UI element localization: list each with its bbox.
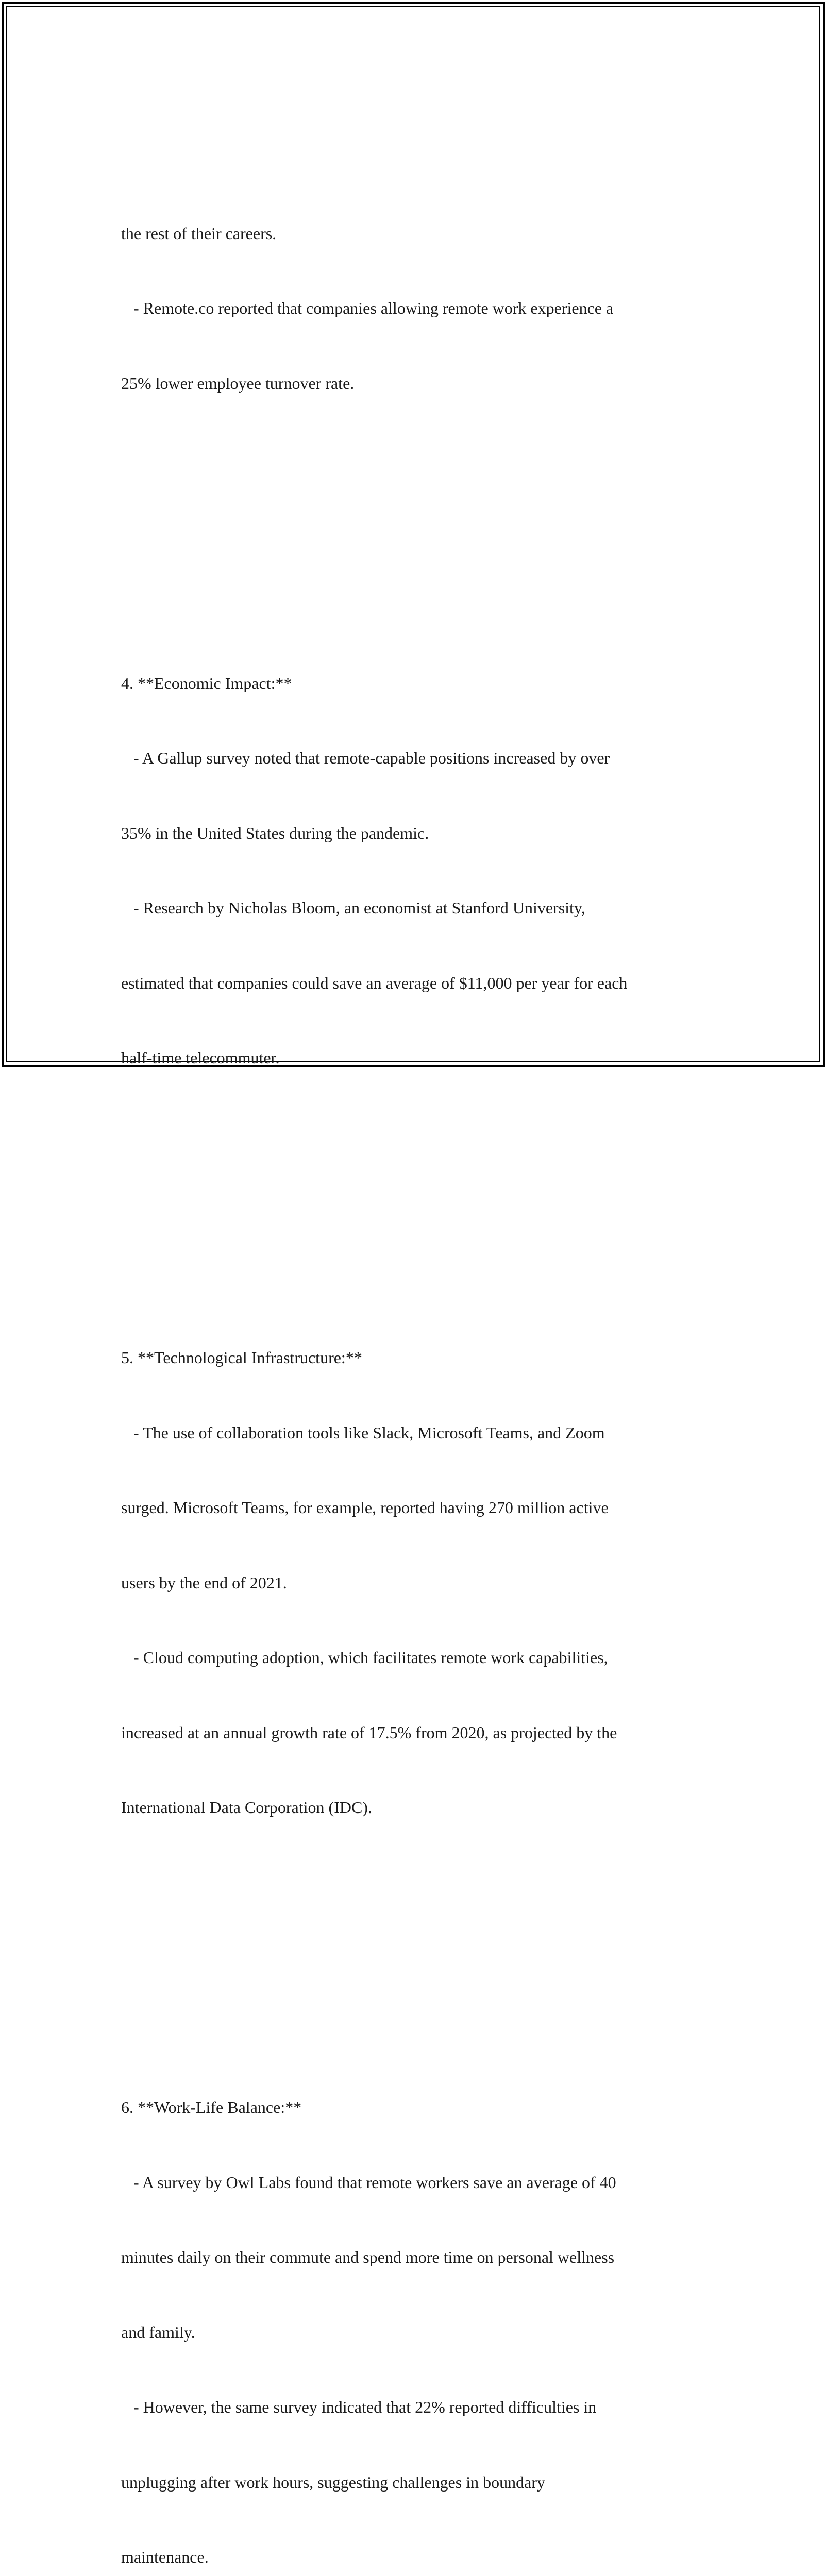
- section-economic-impact: [121, 621, 714, 1121]
- text-line: - A Gallup survey noted that remote-capable positions increased by over: [121, 749, 610, 767]
- text-line: 35% in the United States during the pandemic.: [121, 823, 429, 842]
- text-line: half-time telecommuter.: [121, 1048, 280, 1067]
- text-line: unplugging after work hours, suggesting challenges in boundary: [121, 2472, 545, 2492]
- text-line: - Remote.co reported that companies allowing remote work experience a: [121, 299, 614, 317]
- section-work-life-balance: [121, 2045, 714, 2576]
- paragraph-gap: [121, 496, 714, 521]
- paragraph-continuation: [121, 171, 714, 446]
- text-line: increased at an annual growth rate of 17.5% from 2020, as projected by the: [121, 1723, 617, 1742]
- text-line: - Cloud computing adoption, which facilitates remote work capabilities,: [121, 1648, 608, 1667]
- text-line: 25% lower employee turnover rate.: [121, 374, 355, 393]
- paragraph-gap: [121, 1920, 714, 1945]
- document-body: [121, 96, 714, 2576]
- text-line: surged. Microsoft Teams, for example, reported having 270 million active: [121, 1498, 609, 1517]
- text-line: International Data Corporation (IDC).: [121, 1798, 372, 1817]
- text-line: maintenance.: [121, 2548, 209, 2566]
- section-heading: 4. **Economic Impact:**: [121, 673, 292, 692]
- text-line: - However, the same survey indicated that 22% reported difficulties in: [121, 2398, 597, 2416]
- section-heading: 5. **Technological Infrastructure:**: [121, 1348, 362, 1367]
- text-line: - Research by Nicholas Bloom, an economist at Stanford University,: [121, 899, 585, 917]
- text-line: - A survey by Owl Labs found that remote workers save an average of 40: [121, 2173, 616, 2192]
- text-line: estimated that companies could save an average of $11,000 per year for each: [121, 973, 628, 992]
- text-line: - The use of collaboration tools like Slack, Microsoft Teams, and Zoom: [121, 1423, 605, 1442]
- paragraph-gap: [121, 1171, 714, 1196]
- section-heading: 6. **Work-Life Balance:**: [121, 2098, 302, 2116]
- text-line: the rest of their careers.: [121, 224, 277, 243]
- text-line: and family.: [121, 2323, 195, 2342]
- text-line: users by the end of 2021.: [121, 1573, 287, 1592]
- section-technological-infrastructure: [121, 1295, 714, 1870]
- text-line: minutes daily on their commute and spend more time on personal wellness: [121, 2248, 615, 2266]
